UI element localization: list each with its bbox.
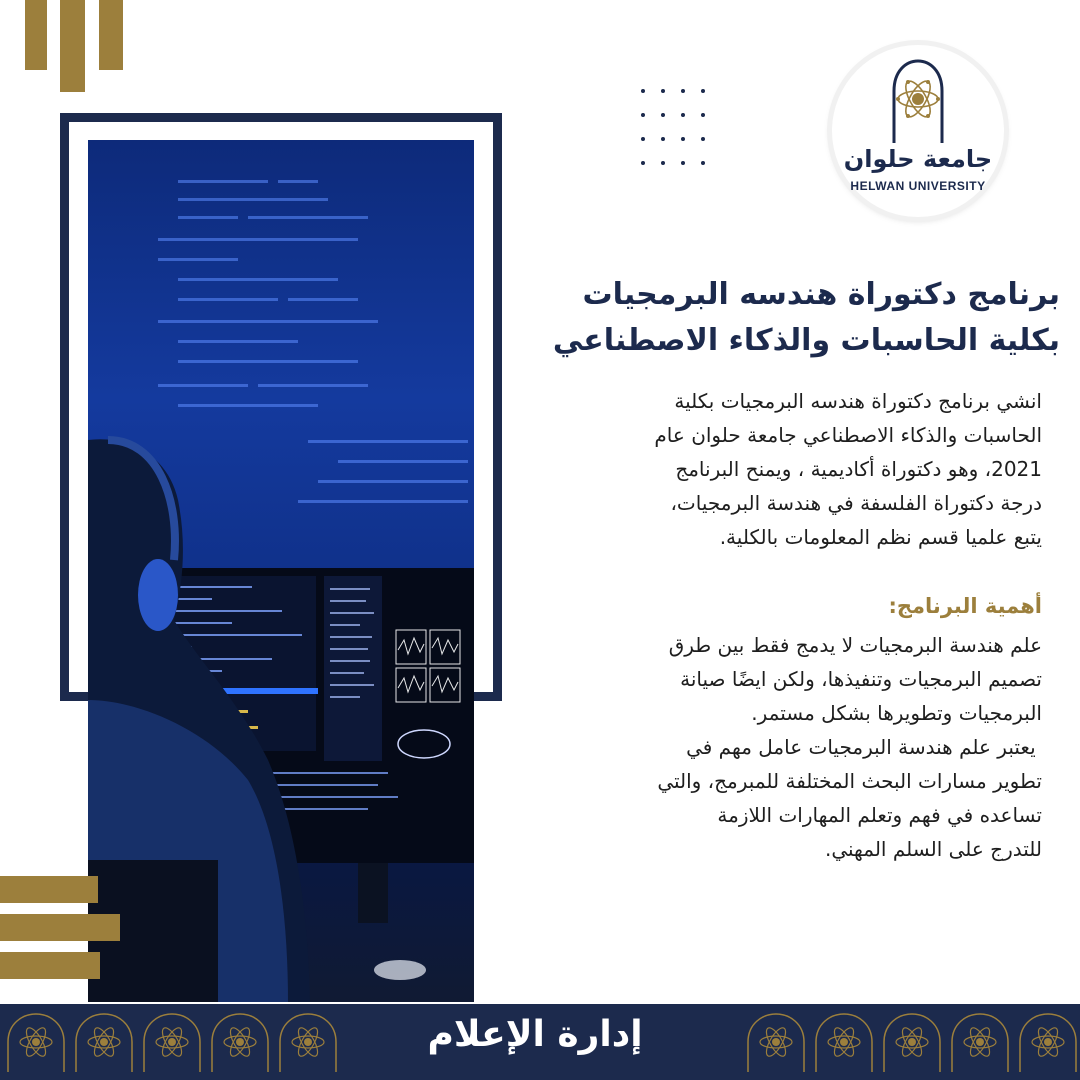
paragraph-line: للتدرج على السلم المهني.	[824, 837, 1042, 861]
importance-heading: أهمية البرنامج:	[888, 594, 1042, 618]
university-name-arabic: جامعة حلوان	[843, 145, 993, 173]
paragraph-line: تصميم البرمجيات وتنفيذها، ولكن ايضًا صيانة	[680, 667, 1042, 691]
paragraph-line: درجة دكتوراة الفلسفة في هندسة البرمجيات،	[670, 491, 1042, 515]
paragraph-line: تطوير مسارات البحث المختلفة للمبرمج، والتي	[657, 769, 1042, 793]
gold-bar-decoration	[25, 0, 47, 70]
footer-banner	[0, 1004, 1080, 1080]
paragraph-line: الحاسبات والذكاء الاصطناعي جامعة حلوان عام	[654, 423, 1042, 447]
dot-grid-decoration	[640, 88, 710, 168]
atom-icon	[890, 57, 946, 143]
title-line: بكلية الحاسبات والذكاء الاصطناعي	[552, 323, 1060, 358]
university-logo	[832, 45, 1004, 217]
footer-label: إدارة الإعلام	[427, 1014, 643, 1055]
paragraph-line: علم هندسة البرمجيات لا يدمج فقط بين طرق	[668, 633, 1042, 657]
gold-bar-decoration	[0, 876, 98, 903]
programmer-illustration	[88, 140, 474, 1002]
paragraph-line: يعتبر علم هندسة البرمجيات عامل مهم في	[686, 735, 1042, 759]
importance-paragraph	[542, 628, 1042, 866]
paragraph-line: انشي برنامج دكتوراة هندسه البرمجيات بكلية	[674, 389, 1042, 413]
gold-bar-decoration	[60, 0, 85, 92]
page-title	[520, 272, 1060, 364]
gold-bar-decoration	[0, 914, 120, 941]
programmer-photo	[88, 140, 474, 1002]
paragraph-line: 2021، وهو دكتوراة أكاديمية ، ويمنح البرنامج	[675, 457, 1042, 481]
intro-paragraph	[542, 384, 1042, 554]
gold-bar-decoration	[0, 952, 100, 979]
paragraph-line: البرمجيات وتطويرها بشكل مستمر.	[751, 701, 1042, 725]
title-line: برنامج دكتوراة هندسه البرمجيات	[582, 277, 1060, 312]
paragraph-line: تساعده في فهم وتعلم المهارات اللازمة	[717, 803, 1042, 827]
gold-bar-decoration	[99, 0, 123, 70]
paragraph-line: يتبع علميا قسم نظم المعلومات بالكلية.	[719, 525, 1042, 549]
university-name-english: HELWAN UNIVERSITY	[850, 179, 986, 193]
